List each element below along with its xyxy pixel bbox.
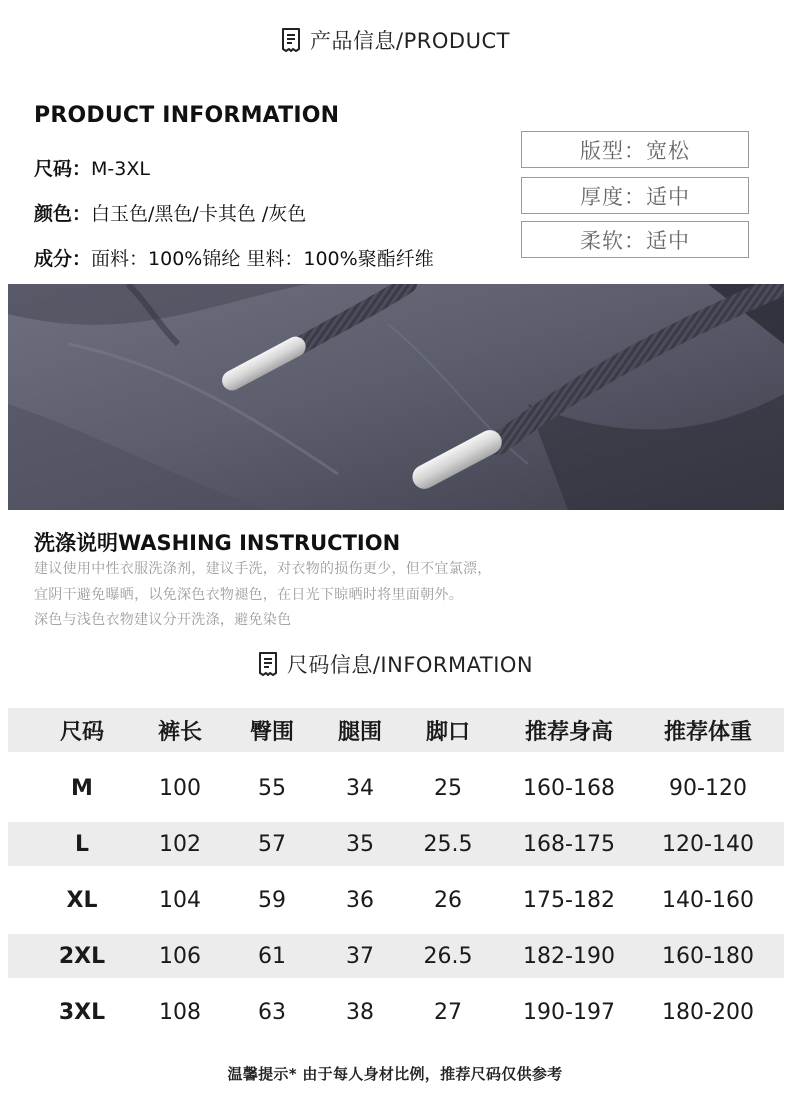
spec-composition (34, 244, 434, 271)
product-info-heading: PRODUCT INFORMATION (34, 103, 340, 128)
table-cell: 180-200 (662, 999, 754, 1025)
table-cell: 38 (346, 999, 374, 1025)
table-cell: 55 (258, 775, 286, 801)
page-title: 产品信息/PRODUCT (310, 29, 510, 53)
table-cell: 35 (346, 831, 374, 857)
attr-softness-box: 柔软：适中 (521, 221, 749, 258)
attr-thickness-box: 厚度：适中 (521, 177, 749, 214)
table-header-cell: 推荐体重 (663, 719, 752, 745)
spec-composition-value: 面料：100%锦纶 里料：100%聚酯纤维 (91, 248, 434, 270)
spec-color-value: 白玉色/黑色/卡其色 /灰色 (91, 203, 307, 225)
product-header (0, 22, 790, 58)
drawstring-illustration (8, 284, 784, 510)
receipt-icon (257, 651, 279, 677)
table-cell: 27 (434, 999, 462, 1025)
size-tip: 温馨提示* 由于每人身材比例，推荐尺码仅供参考 (227, 1065, 563, 1083)
washing-line: 深色与浅色衣物建议分开洗涤，避免染色 (34, 612, 292, 628)
table-cell: 36 (346, 887, 374, 913)
receipt-icon (280, 27, 302, 53)
table-row (8, 822, 784, 866)
table-cell: 34 (346, 775, 374, 801)
table-header-cell: 脚口 (425, 719, 470, 745)
table-header-row (8, 708, 784, 752)
table-cell: 25 (434, 775, 462, 801)
table-row (8, 990, 784, 1034)
table-header-cell: 裤长 (157, 719, 202, 745)
table-header-cell: 腿围 (337, 719, 382, 745)
table-header-cell: 推荐身高 (524, 719, 613, 745)
table-cell: 182-190 (523, 943, 615, 969)
washing-heading: 洗涤说明WASHING INSTRUCTION (34, 531, 401, 555)
washing-line: 建议使用中性衣服洗涤剂，建议手洗，对衣物的损伤更少，但不宜氯漂， (34, 561, 492, 577)
table-cell: 59 (258, 887, 286, 913)
table-cell: 63 (258, 999, 286, 1025)
table-cell: 106 (159, 943, 201, 969)
table-cell: 26 (434, 887, 462, 913)
spec-size (34, 154, 150, 181)
spec-size-value: M-3XL (91, 158, 150, 180)
table-cell: 2XL (58, 943, 106, 969)
table-cell: 120-140 (662, 831, 754, 857)
table-cell: 3XL (58, 999, 106, 1025)
size-info-header (0, 647, 790, 681)
table-cell: 61 (258, 943, 286, 969)
spec-color-label: 颜色： (34, 203, 92, 225)
spec-composition-label: 成分： (34, 248, 92, 270)
table-cell: 175-182 (523, 887, 615, 913)
table-cell: M (71, 775, 93, 801)
washing-line: 宜阴干避免曝晒，以免深色衣物褪色，在日光下晾晒时将里面朝外。 (34, 587, 463, 603)
table-row (8, 766, 784, 810)
table-cell: 160-180 (662, 943, 754, 969)
table-cell: 100 (159, 775, 201, 801)
size-info-title: 尺码信息/INFORMATION (286, 653, 534, 677)
table-header-cell: 尺码 (59, 719, 104, 745)
table-header-cell: 臀围 (249, 719, 294, 745)
table-cell: 160-168 (523, 775, 615, 801)
table-cell: 104 (159, 887, 201, 913)
table-cell: 140-160 (662, 887, 754, 913)
table-cell: 168-175 (523, 831, 615, 857)
table-cell: 37 (346, 943, 374, 969)
table-cell: 108 (159, 999, 201, 1025)
table-cell: 90-120 (669, 775, 747, 801)
table-row (8, 878, 784, 922)
spec-color (34, 199, 306, 226)
drawstring-detail-photo (8, 284, 784, 510)
table-cell: 26.5 (423, 943, 473, 969)
spec-size-label: 尺码： (34, 158, 92, 180)
table-cell: 57 (258, 831, 286, 857)
table-row (8, 934, 784, 978)
table-cell: 25.5 (423, 831, 473, 857)
table-cell: L (74, 831, 90, 857)
attr-fit-box: 版型：宽松 (521, 131, 749, 168)
table-cell: 102 (159, 831, 201, 857)
table-cell: XL (66, 887, 98, 913)
table-cell: 190-197 (523, 999, 615, 1025)
